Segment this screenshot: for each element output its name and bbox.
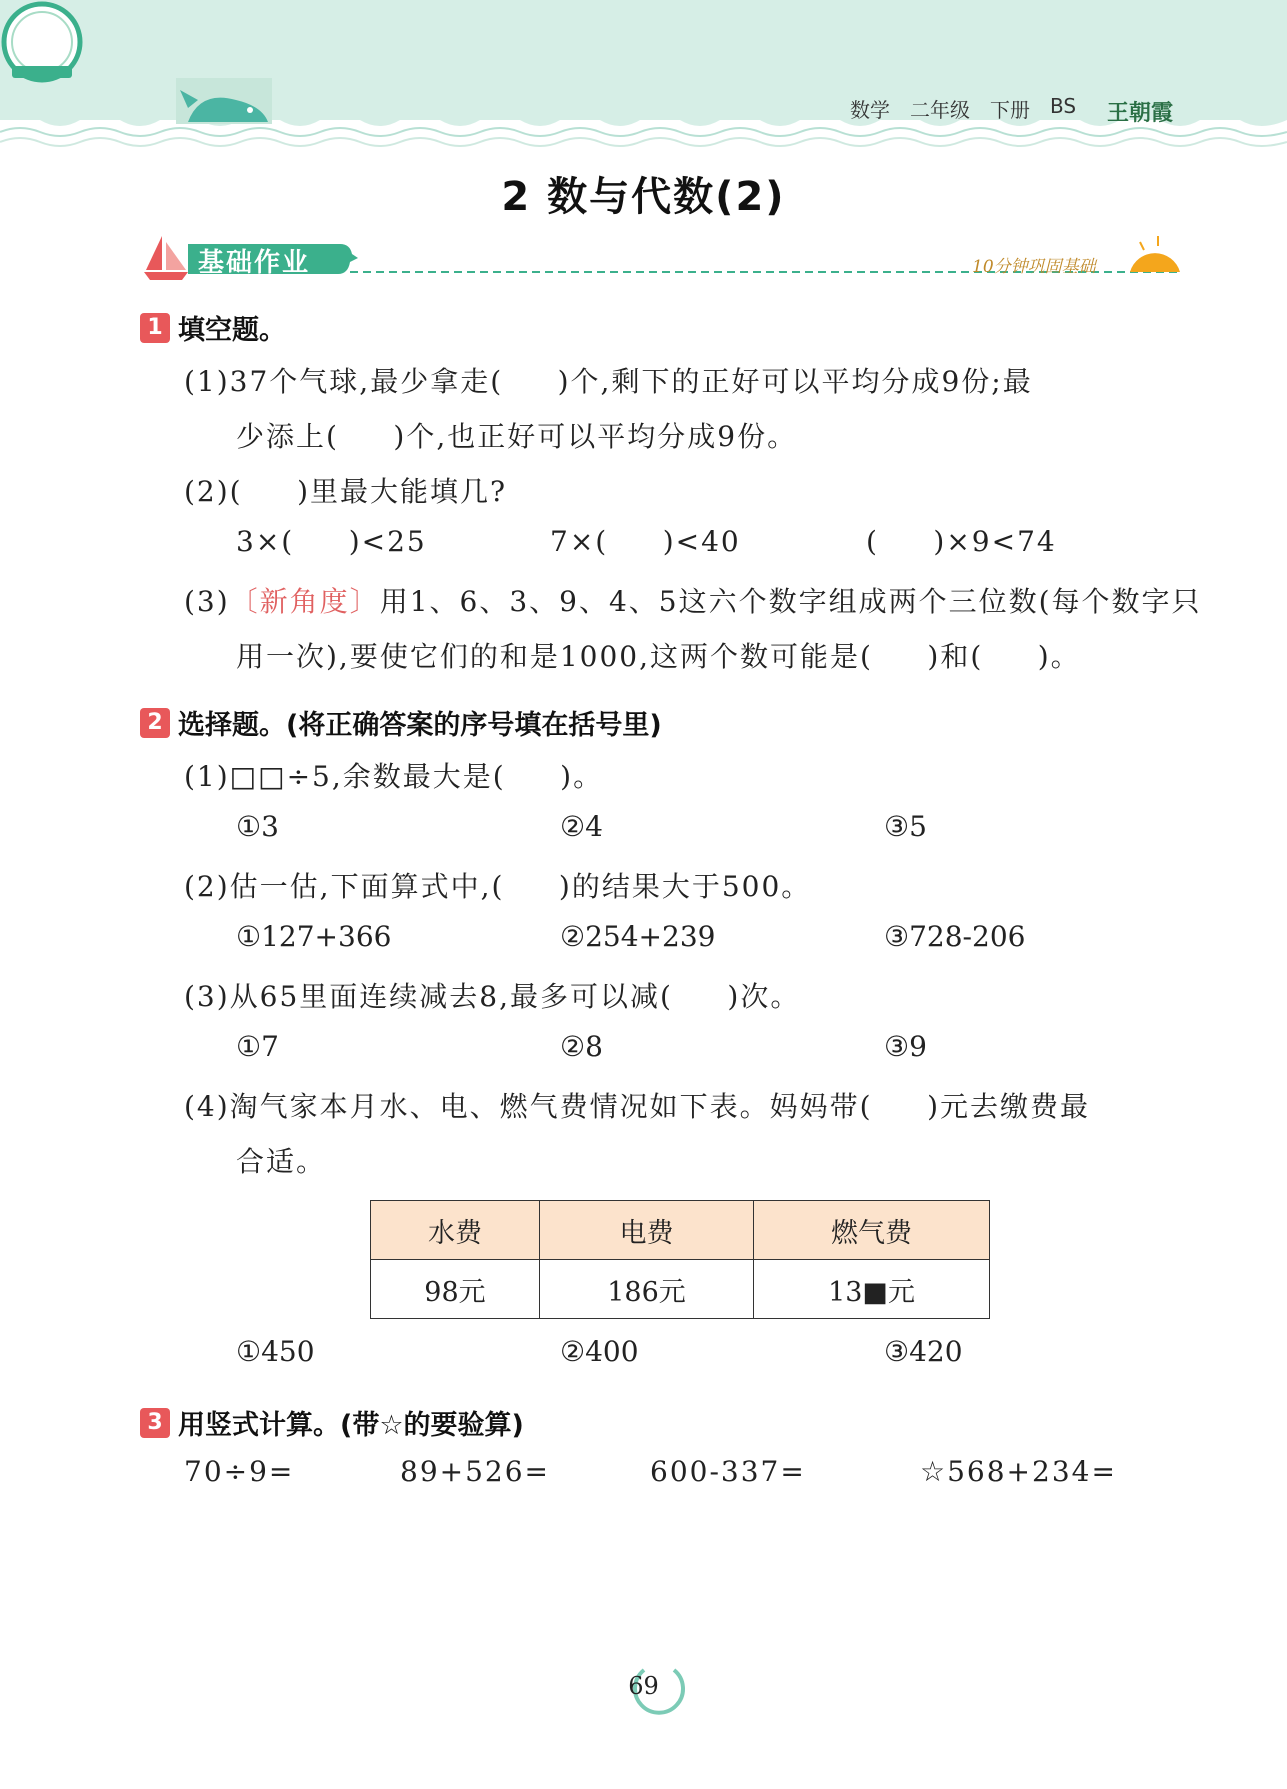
- brand-logo-text: 王朝霞: [1106, 100, 1173, 126]
- question-number-badge: 2: [140, 708, 170, 738]
- table-cell-water: 98元: [371, 1260, 540, 1319]
- question-1-heading: [140, 308, 286, 347]
- q1-line-5-text: 用1、6、3、9、4、5这六个数字组成两个三位数(每个数字只: [379, 585, 1202, 618]
- table-cell-electric: 186元: [539, 1260, 753, 1319]
- brand-logo-icon: [0, 0, 84, 84]
- q3-item-4: ☆568+234=: [920, 1455, 1117, 1488]
- table-header-row: [371, 1201, 990, 1260]
- q2-sub-1: (1)□□÷5,余数最大是( )。: [184, 760, 604, 793]
- q1-expr-a: 3×( )<25: [236, 525, 427, 558]
- q2-sub-4-line-2: 合适。: [236, 1145, 327, 1178]
- new-angle-tag: 〔新角度〕: [229, 585, 380, 618]
- q2-sub-2: (2)估一估,下面算式中,( )的结果大于500。: [184, 870, 812, 903]
- q1-expr-c: ( )×9<74: [866, 525, 1057, 558]
- q2-sub-3: (3)从65里面连续减去8,最多可以减( )次。: [184, 980, 801, 1013]
- header-grade: 二年级: [910, 98, 970, 122]
- question-title: 选择题。(将正确答案的序号填在括号里): [178, 710, 662, 741]
- header-volume: 下册: [990, 98, 1030, 122]
- page-number: 69: [628, 1672, 659, 1700]
- table-cell-gas: 13■元: [754, 1260, 990, 1319]
- table-header-electric: 电费: [539, 1201, 753, 1260]
- table-row: [371, 1260, 990, 1319]
- q2-s2-option-3: ③728-206: [884, 920, 1026, 953]
- sunrise-icon: [1130, 236, 1180, 272]
- q2-s2-option-1: ①127+366: [236, 920, 392, 953]
- question-number-badge: 1: [140, 313, 170, 343]
- q3-item-3: 600-337=: [650, 1455, 806, 1488]
- question-title: 填空题。: [178, 315, 286, 346]
- q2-s2-option-2: ②254+239: [560, 920, 716, 953]
- q2-s1-option-2: ②4: [560, 810, 603, 843]
- q2-s3-option-1: ①7: [236, 1030, 279, 1063]
- header-edition: BS: [1050, 94, 1077, 118]
- fees-table: [370, 1200, 990, 1319]
- page-header: [0, 0, 1287, 160]
- q2-s3-option-2: ②8: [560, 1030, 603, 1063]
- q1-line-3: (2)( )里最大能填几?: [184, 475, 508, 508]
- page-title: 2 数与代数(2): [501, 174, 786, 220]
- q1-expr-b: 7×( )<40: [550, 525, 741, 558]
- q2-s3-option-3: ③9: [884, 1030, 927, 1063]
- q2-s4-option-2: ②400: [560, 1335, 639, 1368]
- header-wave-band: [0, 0, 1287, 160]
- q1-line-6: 用一次),要使它们的和是1000,这两个数可能是( )和( )。: [236, 640, 1081, 673]
- q1-line-5-prefix: (3): [184, 585, 230, 618]
- sailboat-icon: [144, 236, 188, 280]
- q2-sub-4-line-1: (4)淘气家本月水、电、燃气费情况如下表。妈妈带( )元去缴费最: [184, 1090, 1091, 1123]
- q1-line-5: [184, 580, 1202, 620]
- header-meta: [850, 94, 1076, 123]
- q2-s1-option-3: ③5: [884, 810, 927, 843]
- table-header-water: 水费: [371, 1201, 540, 1260]
- q1-line-1: (1)37个气球,最少拿走( )个,剩下的正好可以平均分成9份;最: [184, 365, 1033, 398]
- q2-s1-option-1: ①3: [236, 810, 279, 843]
- section-subtitle: 10分钟巩固基础: [972, 257, 1096, 277]
- section-label: 基础作业: [198, 248, 311, 278]
- question-number-badge: 3: [140, 1408, 170, 1438]
- q2-s4-option-1: ①450: [236, 1335, 315, 1368]
- q3-item-2: 89+526=: [400, 1455, 550, 1488]
- question-3-heading: [140, 1403, 524, 1442]
- q1-line-2: 少添上( )个,也正好可以平均分成9份。: [236, 420, 798, 453]
- q2-s4-option-3: ③420: [884, 1335, 963, 1368]
- header-subject: 数学: [850, 98, 890, 122]
- whale-icon: [176, 78, 272, 124]
- question-title: 用竖式计算。(带☆的要验算): [178, 1410, 524, 1441]
- question-2-heading: [140, 703, 662, 742]
- q3-item-1: 70÷9=: [184, 1455, 295, 1488]
- table-header-gas: 燃气费: [754, 1201, 990, 1260]
